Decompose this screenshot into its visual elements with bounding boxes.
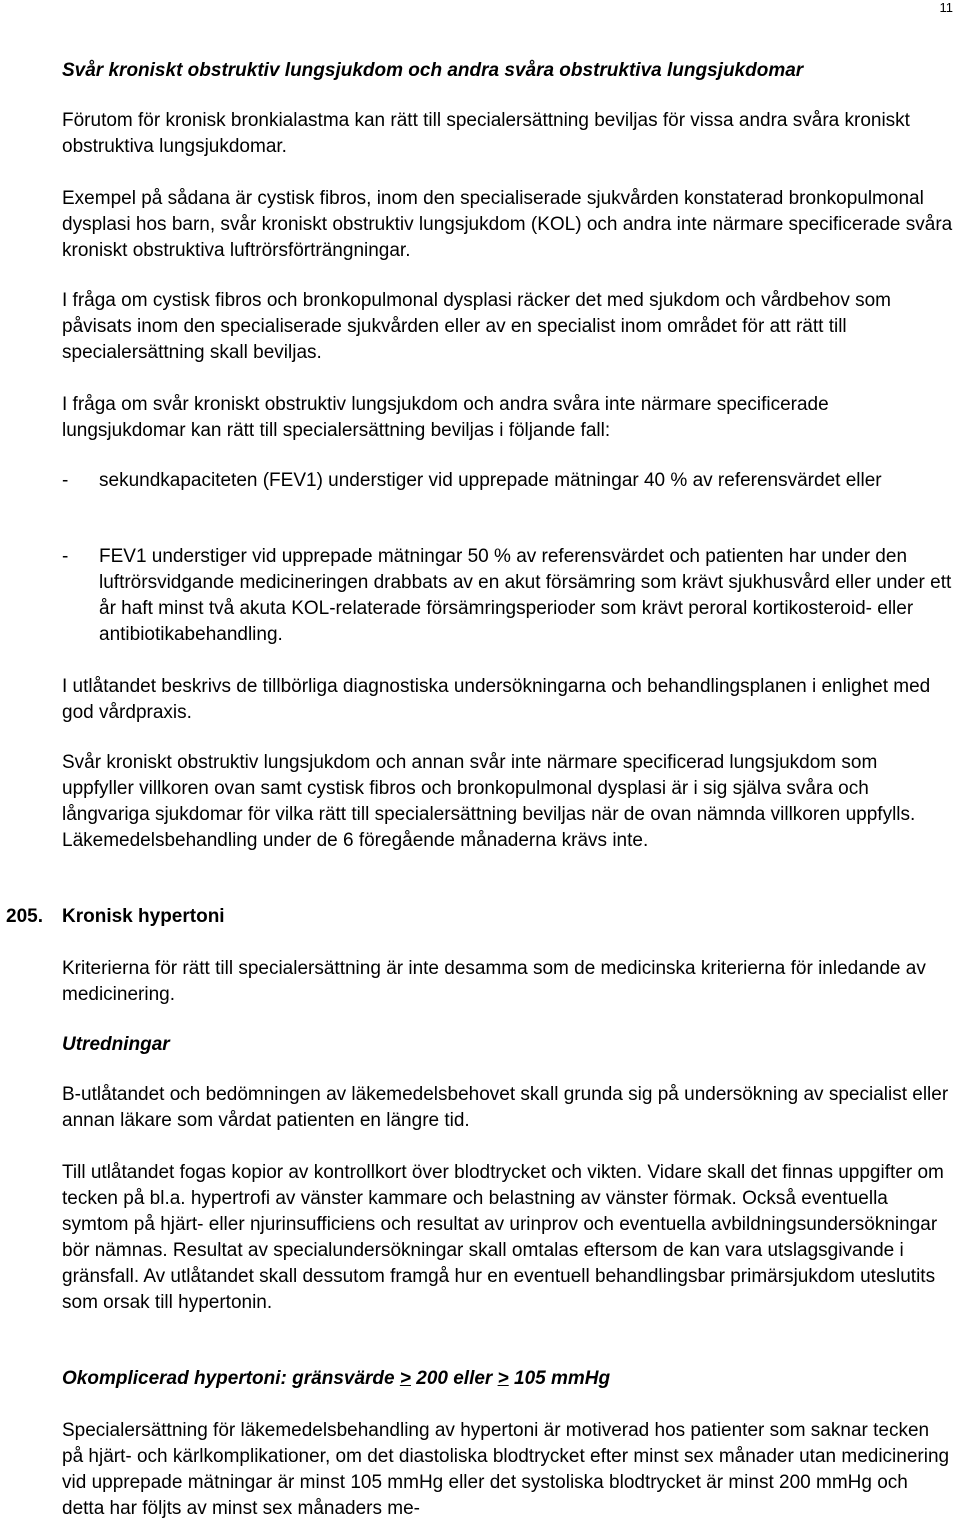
subheading-threshold [62, 1366, 954, 1392]
threshold-text: 105 mmHg [508, 1368, 611, 1389]
paragraph: B-utlåtandet och bedömningen av läkemedelsbehovet skall grunda sig på undersökning av specialist eller annan läkare som vårdat patienten en längre tid. [62, 1084, 949, 1131]
list-item: FEV1 understiger vid upprepade mätningar 50 % av referensvärdet och patienten har under den luftrörsvidgande medicineringen drabbats av en akut försämring som krävt sjukhusvård eller under ett år haft minst två akuta KOL-relaterade försämringsperioder som krävt peroral kortikosteroid- eller antibiotikabehandling. [99, 546, 952, 645]
threshold-text: 200 eller [410, 1368, 498, 1389]
section-heading-lung: Svår kroniskt obstruktiv lungsjukdom och andra svåra obstruktiva lungsjukdomar [62, 60, 804, 81]
paragraph: Specialersättning för läkemedelsbehandling av hypertoni är motiverad hos patienter som saknar tecken på hjärt- och kärlkomplikationer, om det diastoliska blodtrycket efter minst sex månader utan medicinering vid upprepade mätningar är minst 105 mmHg eller det systoliska blodtrycket är minst 200 mmHg och detta har följts av minst sex månaders me- [62, 1420, 950, 1519]
gte-symbol: > [399, 1368, 411, 1389]
threshold-text: Okomplicerad hypertoni: gränsvärde [62, 1368, 400, 1389]
page-number: 11 [939, 0, 953, 15]
paragraph: I fråga om cystisk fibros och bronkopulmonal dysplasi räcker det med sjukdom och vårdbehov som påvisats inom den specialiserade sjukvården eller av en specialist inom området för att rätt till specialersättning skall beviljas. [62, 290, 891, 363]
section-number: 205. [6, 906, 43, 927]
paragraph: I fråga om svår kroniskt obstruktiv lungsjukdom och andra svåra inte närmare specificerade lungsjukdomar kan rätt till specialersättning beviljas i följande fall: [62, 394, 829, 441]
paragraph: Exempel på sådana är cystisk fibros, inom den specialiserade sjukvården konstaterad bronkopulmonal dysplasi hos barn, svår kroniskt obstruktiv lungsjukdom (KOL) och andra inte närmare specificerade svåra kroniskt obstruktiva luftrörsförträngningar. [62, 188, 953, 261]
list-marker: - [62, 470, 69, 491]
paragraph: Förutom för kronisk bronkialastma kan rätt till specialersättning beviljas för vissa andra svåra kroniskt obstruktiva lungsjukdomar. [62, 110, 910, 157]
paragraph: I utlåtandet beskrivs de tillbörliga diagnostiska undersökningarna och behandlingsplanen i enlighet med god vårdpraxis. [62, 676, 931, 723]
list-item: sekundkapaciteten (FEV1) understiger vid upprepade mätningar 40 % av referensvärdet eller [99, 470, 882, 491]
section-title: Kronisk hypertoni [62, 906, 225, 927]
paragraph: Svår kroniskt obstruktiv lungsjukdom och annan svår inte närmare specificerad lungsjukdom som uppfyller villkoren ovan samt cystisk fibros och bronkopulmonal dysplasi är i sig själva svåra och långvariga sjukdomar för vilka rätt till specialersättning beviljas när de ovan nämnda villkoren uppfylls. Läkemedelsbehandling under de 6 föregående månaderna krävs inte. [62, 752, 916, 851]
paragraph: Kriterierna för rätt till specialersättning är inte desamma som de medicinska kriterierna för inledande av medicinering. [62, 958, 926, 1005]
subheading-utredningar: Utredningar [62, 1034, 170, 1055]
gte-symbol: > [497, 1368, 509, 1389]
list-marker: - [62, 546, 69, 567]
paragraph: Till utlåtandet fogas kopior av kontrollkort över blodtrycket och vikten. Vidare skall det finnas uppgifter om tecken på bl.a. hypertrofi av vänster kammare och belastning av vänster förmak. Också eventuella symtom på hjärt- eller njurinsufficiens och resultat av urinprov och eventuella avbildningsundersökningar bör nämnas. Resultat av specialundersökningar skall omtalas eftersom de kan vara utslagsgivande i gränsfall. Av utlåtandet skall dessutom framgå hur en eventuell behandlingsbar primärsjukdom uteslutits som orsak till hypertonin. [62, 1162, 944, 1313]
